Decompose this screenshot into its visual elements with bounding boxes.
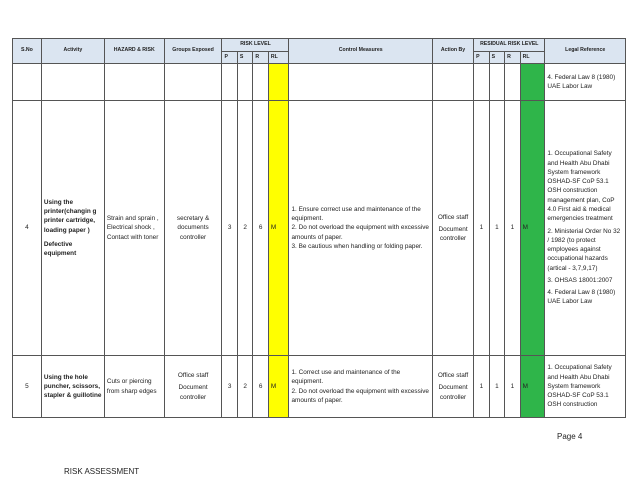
residual-p-cell: 1 — [474, 101, 489, 356]
col-activity-header: Activity — [41, 39, 104, 64]
activity-title: Using the printer(changin g printer cartridge, loading paper ) — [43, 198, 97, 234]
risk-s-cell: 2 — [237, 356, 252, 418]
residual-s-cell: 1 — [489, 101, 504, 356]
col-hazard-header: HAZARD & RISK — [104, 39, 164, 64]
activity-cell — [41, 101, 104, 356]
page-number: Page 4 — [557, 432, 583, 441]
legal-cell: 1. Occupational Safety and Health Abu Dhabi System framework OSHAD-SF CoP 53.1 OSH construction — [545, 356, 626, 418]
risk-rl-header: RL — [268, 52, 289, 64]
action-item: Document controller — [438, 384, 468, 401]
col-action-header: Action By — [432, 39, 473, 64]
risk-p-cell: 3 — [222, 356, 237, 418]
risk-s-cell: 2 — [237, 101, 252, 356]
risk-r-header: R — [253, 52, 268, 64]
risk-p-cell: 3 — [222, 101, 237, 356]
control-item: 1. Ensure correct use and maintenance of the equipment. — [291, 205, 421, 223]
legal-item: 2. Ministerial Order No 32 / 1982 (to protect employees against occupational hazards (artical - 3,7,9,17) — [547, 227, 621, 272]
col-groups-header: Groups Exposed — [164, 39, 222, 64]
control-cell — [289, 101, 432, 356]
risk-p-header: P — [222, 52, 237, 64]
residual-r-cell: 1 — [505, 101, 520, 356]
activity-cell: Using the hole puncher, scissors, stapler & guillotine — [41, 356, 104, 418]
risk-rl-cell: M — [268, 356, 289, 418]
action-cell — [432, 356, 473, 418]
action-item: Document controller — [438, 225, 468, 243]
residual-s-cell: 1 — [489, 356, 504, 418]
action-item: Office staff — [437, 213, 469, 221]
legal-item: 1. Occupational Safety and Health Abu Dhabi System framework OSHAD-SF CoP 53.1 OSH construction management plan, CoP 4.0 First aid & medical emergencies treatment — [547, 150, 615, 223]
residual-s-header: S — [489, 52, 504, 64]
residual-rl-header: RL — [520, 52, 545, 64]
residual-risk-header: RESIDUAL RISK LEVEL — [474, 39, 545, 52]
risk-r-cell: 6 — [253, 101, 268, 356]
residual-rl-cell: M — [520, 101, 545, 356]
table-row — [13, 101, 626, 356]
risk-s-header: S — [237, 52, 252, 64]
action-cell — [432, 101, 473, 356]
risk-rl-cell — [268, 64, 289, 101]
control-item: 3. Be cautious when handling or folding paper. — [291, 242, 423, 250]
legal-cell — [545, 101, 626, 356]
groups-cell — [164, 356, 222, 418]
table-row-continuation — [13, 64, 626, 101]
risk-assessment-table — [12, 38, 626, 418]
document-footer-title: RISK ASSESSMENT — [64, 467, 140, 476]
residual-r-cell: 1 — [505, 356, 520, 418]
hazard-cell: Strain and sprain , Electrical shock , Contact with toner — [104, 101, 164, 356]
residual-rl-cell: M — [520, 356, 545, 418]
residual-r-header: R — [505, 52, 520, 64]
legal-cell: 4. Federal Law 8 (1980) UAE Labor Law — [545, 64, 626, 101]
col-legal-header: Legal Reference — [545, 39, 626, 64]
risk-r-cell: 6 — [253, 356, 268, 418]
groups-cell: secretary & documents controller — [164, 101, 222, 356]
risk-level-header: RISK LEVEL — [222, 39, 289, 52]
hazard-cell: Cuts or piercing from sharp edges — [104, 356, 164, 418]
control-item: 1. Correct use and maintenance of the equipment. — [291, 368, 401, 386]
groups-item: Office staff — [177, 372, 209, 380]
sno-cell: 5 — [13, 356, 42, 418]
legal-item: 4. Federal Law 8 (1980) UAE Labor Law — [547, 289, 616, 306]
activity-subtitle: Defective equipment — [43, 240, 77, 258]
risk-rl-cell: M — [268, 101, 289, 356]
control-item: 2. Do not overload the equipment with excessive amounts of paper. — [291, 224, 429, 241]
control-item: 2. Do not overload the equipment with excessive amounts of paper. — [291, 387, 429, 404]
action-item: Office staff — [437, 372, 469, 380]
groups-item: Document controller — [178, 384, 208, 401]
col-control-header: Control Measures — [289, 39, 432, 64]
residual-p-cell: 1 — [474, 356, 489, 418]
residual-rl-cell — [520, 64, 545, 101]
table-row — [13, 356, 626, 418]
col-sno-header: S.No — [13, 39, 42, 64]
sno-cell: 4 — [13, 101, 42, 356]
control-cell — [289, 356, 432, 418]
residual-p-header: P — [474, 52, 489, 64]
legal-item: 3. OHSAS 18001:2007 — [547, 276, 613, 284]
